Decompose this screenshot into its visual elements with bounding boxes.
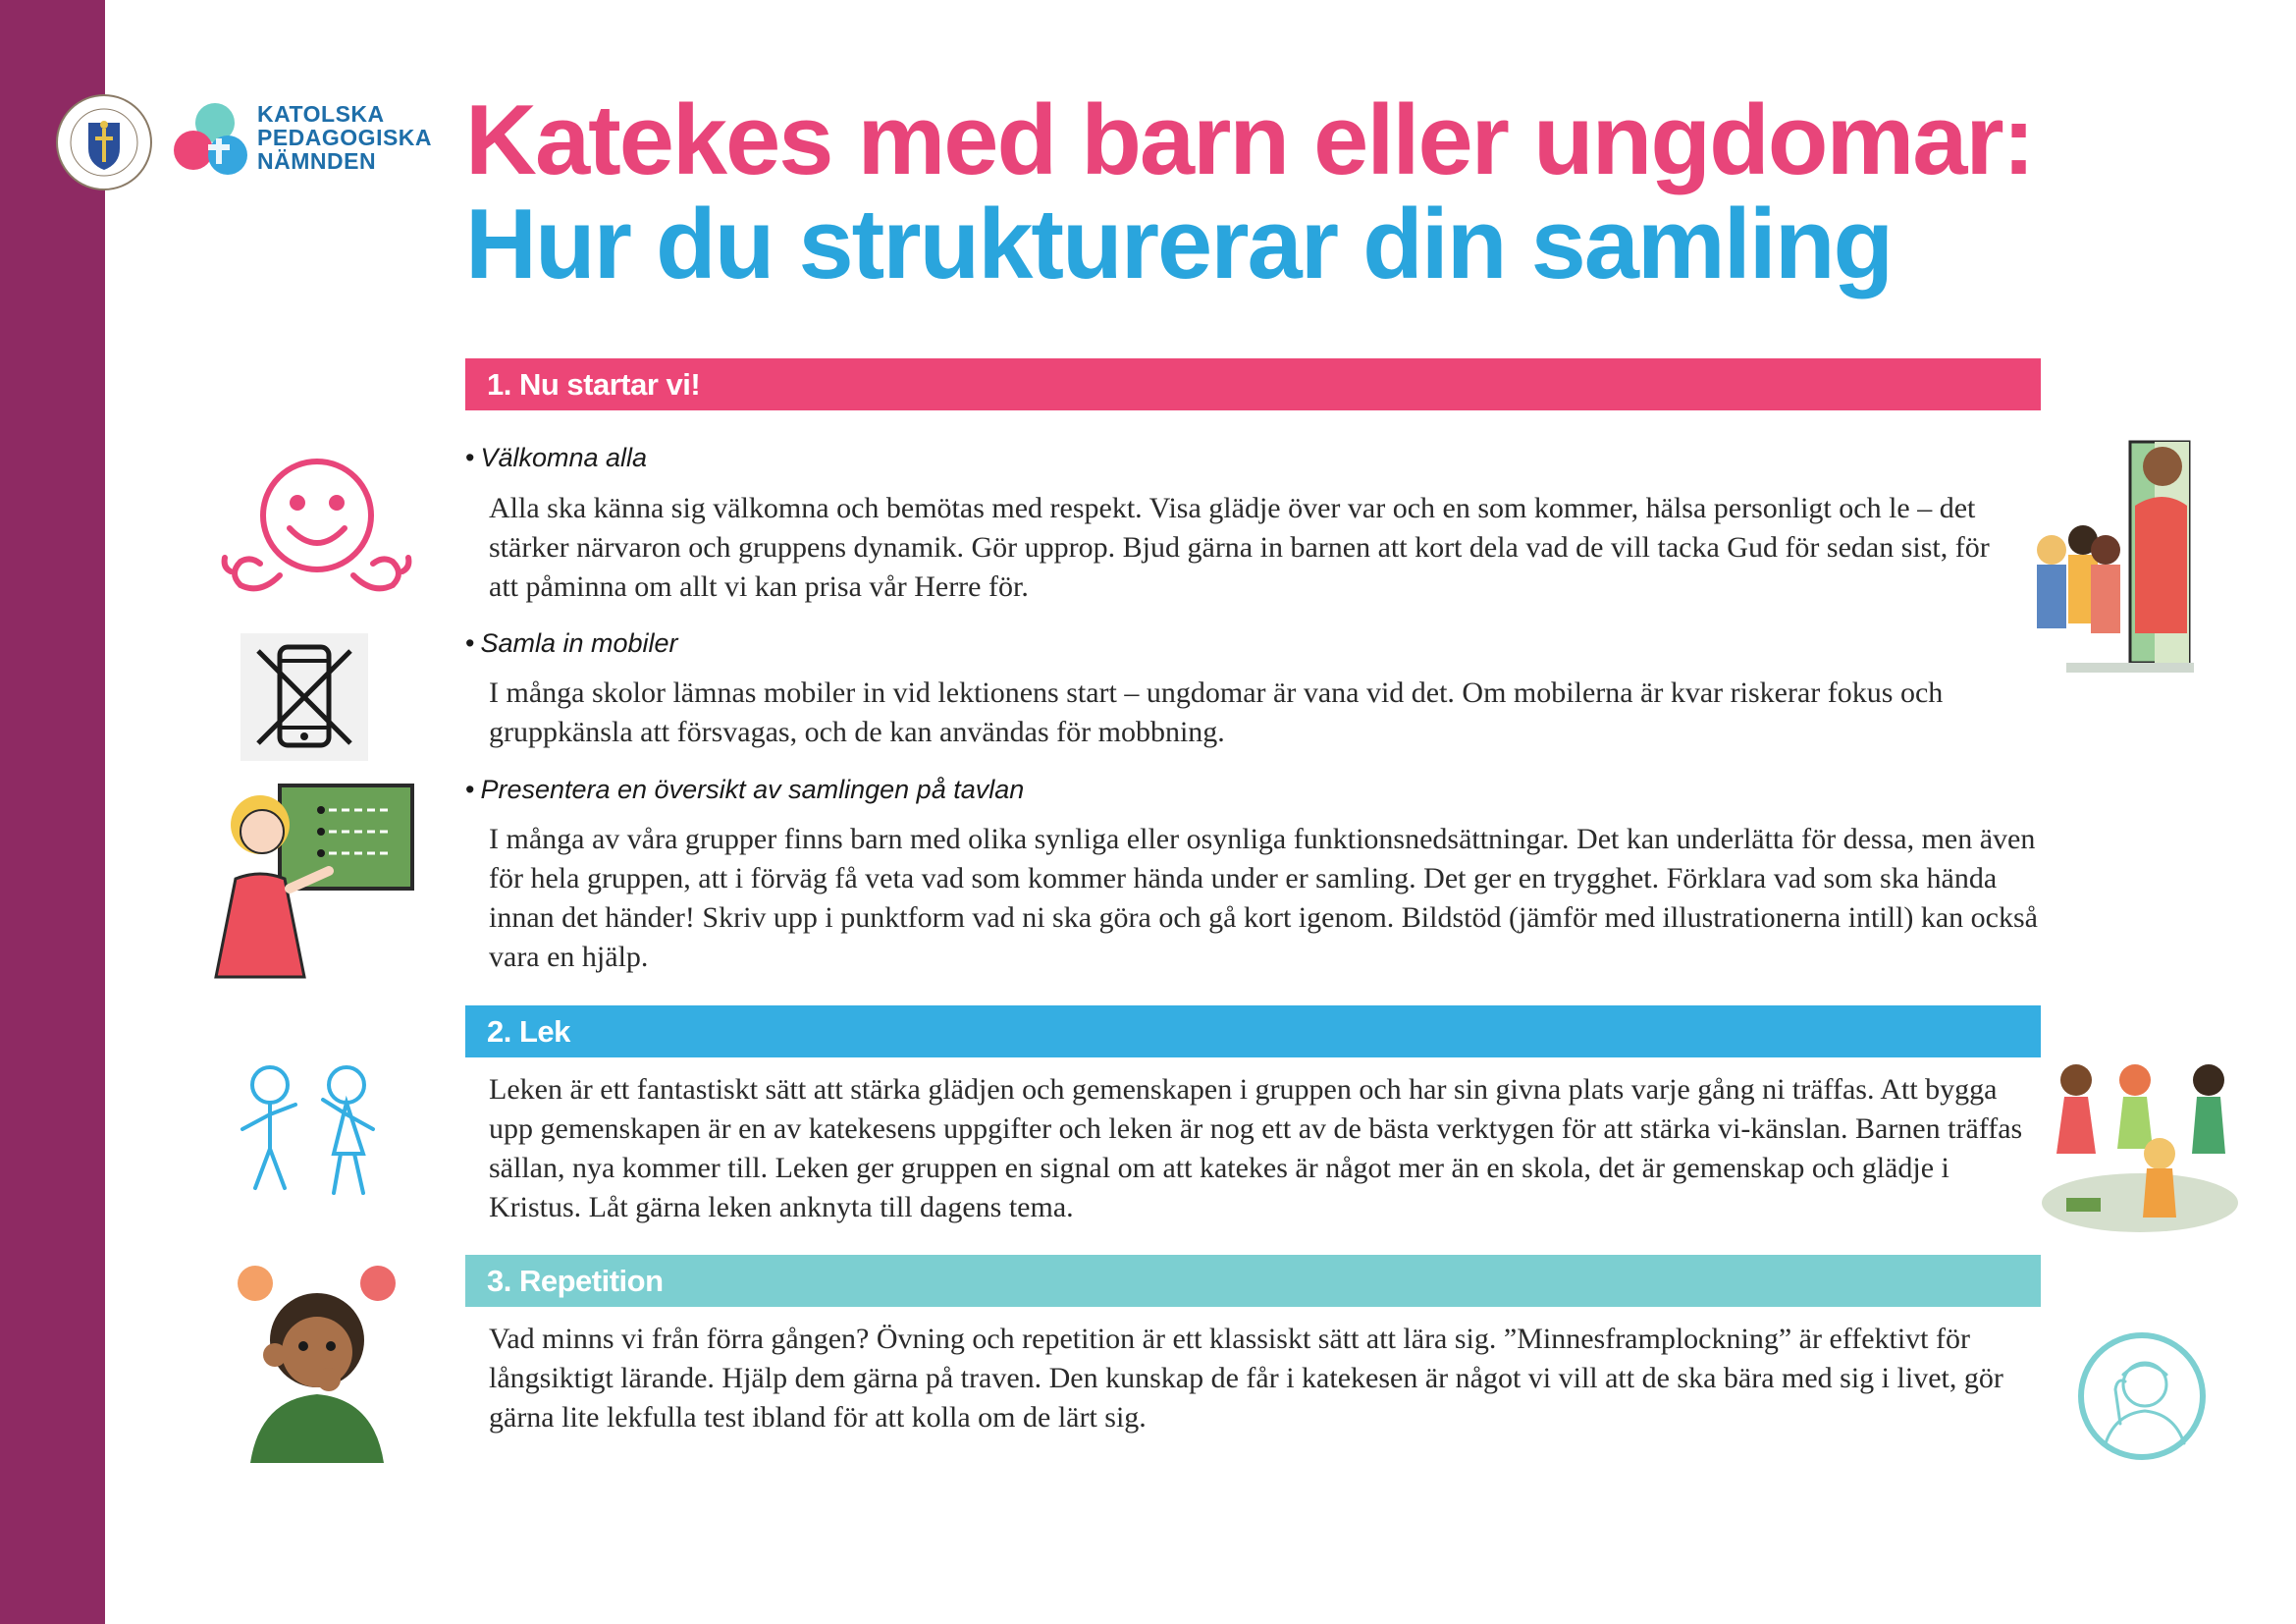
- section-heading-2: 2. Lek: [465, 1005, 2041, 1057]
- title-line-1: Katekes med barn eller ungdomar:: [465, 85, 2034, 195]
- kids-playing-illustration: [2037, 1056, 2243, 1237]
- side-stripe: [0, 0, 105, 1624]
- paragraph-repetition: Vad minns vi från förra gången? Övning och repetition är ett klassiskt sätt att lära sig. ”Minnesframplockning” är effektivt för långsiktigt lärande. Hjälp dem gärna på traven. Den kunskap de får i katekesen är något vi vill att de ska bära med sig i livet, gör gärna lite lekfulla test ibland för att kolla om de lärt sig.: [489, 1323, 2003, 1434]
- smiley-hands-icon: [221, 452, 412, 604]
- bullet-overview: • Presentera en översikt av samlingen på tavlan: [465, 775, 1025, 804]
- paragraph-welcome: Alla ska känna sig välkomna och bemötas med respekt. Visa glädje över var och en som kommer, hälsa personligt och le – det stärker närvaron och gruppens dynamik. Gör upprop. Bjud gärna in barnen att kort dela vad de vill tacka Gud för sedan sist, för att påminna om allt vi kan prisa vår Herre för.: [489, 492, 1990, 603]
- no-phone-icon: [240, 633, 368, 761]
- title-line-2: Hur du strukturerar din samling: [465, 189, 1893, 299]
- paragraph-overview: I många av våra grupper finns barn med olika synliga eller osynliga funktionsnedsättningar. Det kan underlätta för dessa, men även för hela gruppen, att i förväg få veta vad som kommer hända under er samling. Det ger en trygghet. Förklara vad som ska hända innan det händer! Skriv upp i punktform vad ni ska göra och gå kort igenom. Bildstöd (jämför med illustrationerna intill) kan också vara en hjälp.: [489, 823, 2038, 973]
- playing-kids-icon: [231, 1060, 388, 1203]
- diocese-seal-icon: [55, 93, 153, 191]
- bullet-mobiles: • Samla in mobiler: [465, 628, 678, 658]
- teacher-door-illustration: [2022, 437, 2194, 682]
- teacher-whiteboard-icon: [211, 781, 417, 982]
- thinking-child-circle-icon: [2076, 1330, 2209, 1463]
- section-heading-3: 3. Repetition: [465, 1255, 2041, 1307]
- page-title: [465, 85, 2034, 299]
- kpn-logo-icon: [169, 101, 252, 185]
- bullet-welcome: • Välkomna alla: [465, 443, 648, 472]
- paragraph-lek: Leken är ett fantastiskt sätt att stärka glädjen och gemenskapen i gruppen och har sin givna plats varje gång ni träffas. Att bygga upp gemenskapen är en av katekesens uppgifter och leken är nog ett av de bästa verktygen för att stärka vi-känslan. Barnen träffas sällan, nya kommer till. Leken ger gruppen en signal om att katekes är något mer än en skola, det är gemenskap och glädje i Kristus. Låt gärna leken anknyta till dagens tema.: [489, 1073, 2023, 1223]
- paragraph-mobiles: I många skolor lämnas mobiler in vid lektionens start – ungdomar är vana vid det. Om mobilerna är kvar riskerar fokus och gruppkänsla att försvagas, och de kan användas för mobbning.: [489, 677, 1944, 748]
- kpn-logo-text: KATOLSKA PEDAGOGISKA NÄMNDEN: [257, 101, 433, 174]
- section-heading-1: 1. Nu startar vi!: [465, 358, 2041, 410]
- thinking-boy-icon: [231, 1262, 402, 1463]
